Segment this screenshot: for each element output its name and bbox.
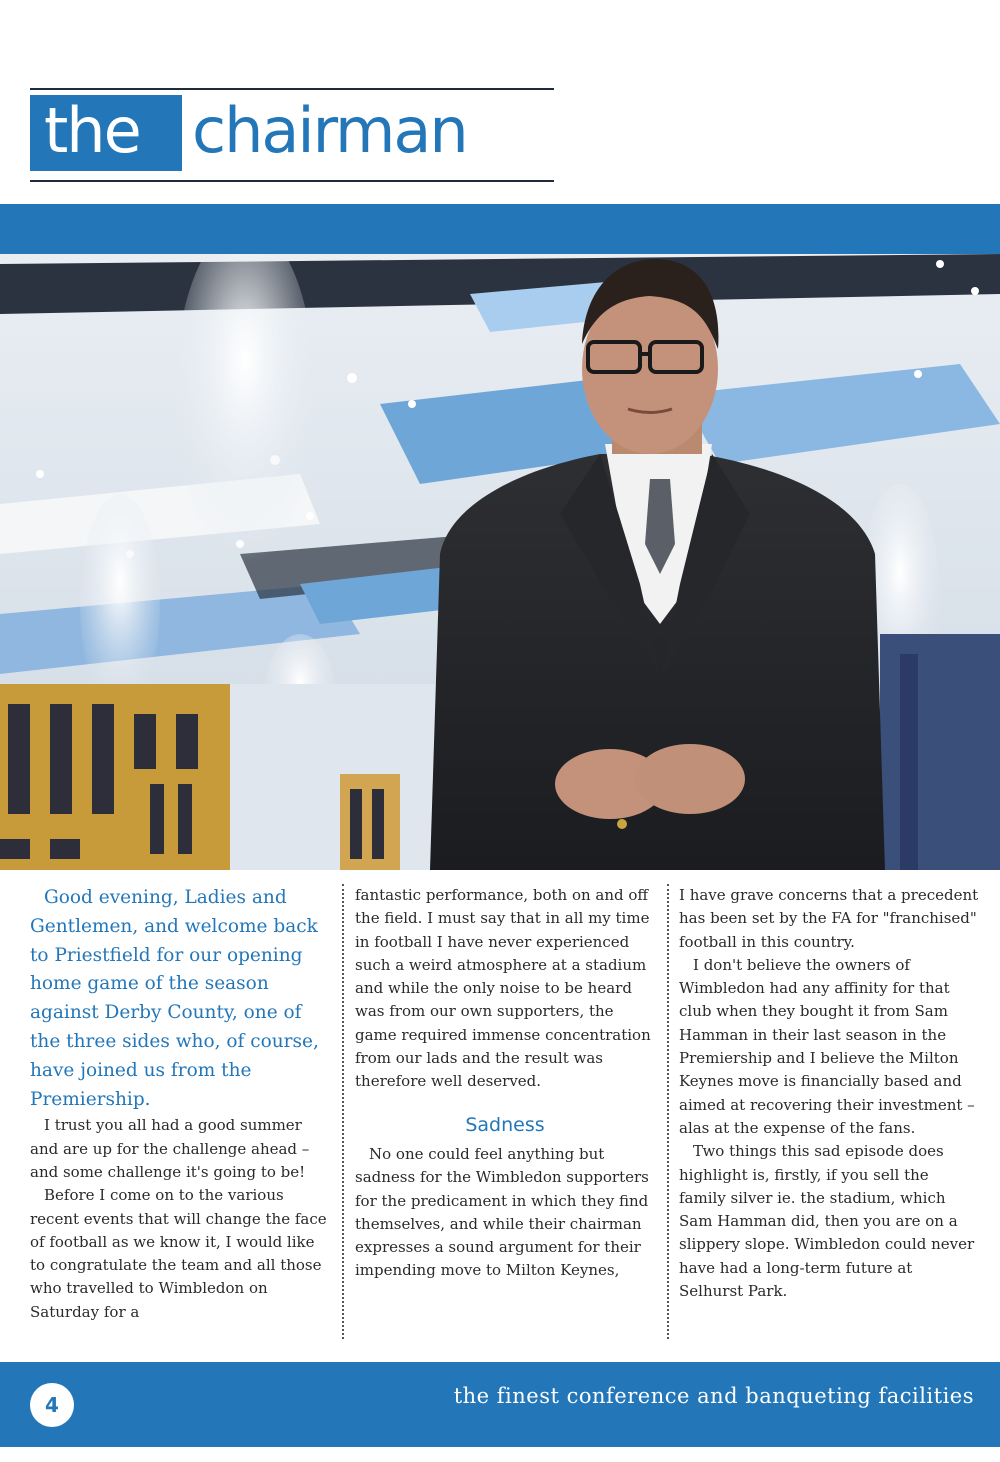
masthead-rule-bottom <box>30 180 554 182</box>
article-column-2 <box>355 884 655 1283</box>
column-separator-1 <box>342 884 344 1339</box>
article-paragraph: fantastic performance, both on and off the field. I must say that in all my time in football I have never experienced such a weird atmosphere at a stadium and while the only noise to be heard was from our own supporters, the game required immense concentration from our lads and the result was therefore well deserved. <box>355 886 651 1091</box>
article-intro: Good evening, Ladies and Gentlemen, and welcome back to Priestfield for our opening home game of the season against Derby County, one of the three sides who, of course, have joined us from the Premiership. <box>30 887 319 1110</box>
article-paragraph: No one could feel anything but sadness for the Wimbledon supporters for the predicament in which they find themselves, and while their chairman expresses a sound argument for their impending move to Milton Keynes, <box>355 1144 649 1280</box>
article-paragraph: I trust you all had a good summer and are up for the challenge ahead – and some challenge it's going to be! <box>30 1116 310 1181</box>
header-blue-band <box>0 204 1000 254</box>
article-paragraph: I don't believe the owners of Wimbledon had any affinity for that club when they bought it from Sam Hamman in their last season in the Premiership and I believe the Milton Keynes move is financially based and aimed at recovering their investment – alas at the expense of the fans. <box>679 955 975 1137</box>
subheading-sadness: Sadness <box>465 1113 545 1136</box>
chairman-photo <box>0 254 1000 870</box>
article-column-1 <box>30 884 330 1324</box>
footer-tagline: the finest conference and banqueting facilities <box>453 1384 974 1408</box>
masthead-rule-top <box>30 88 554 90</box>
article-paragraph: Two things this sad episode does highlight is, firstly, if you sell the family silver ie. the stadium, which Sam Hamman did, then you are on a slippery slope. Wimbledon could never have had a long-term future at Selhurst Park. <box>679 1142 975 1301</box>
article-paragraph: I have grave concerns that a precedent has been set by the FA for "franchised" football in this country. <box>679 886 979 951</box>
chairman-photo-illustration <box>0 254 1000 870</box>
masthead-chairman: chairman <box>192 94 467 167</box>
page-number: 4 <box>45 1393 59 1417</box>
masthead-the: the <box>44 94 140 167</box>
article-paragraph: Before I come on to the various recent events that will change the face of football as we know it, I would like to congratulate the team and all those who travelled to Wimbledon on Saturday for a <box>30 1186 327 1321</box>
column-separator-2 <box>667 884 669 1339</box>
article-column-3 <box>679 884 979 1303</box>
